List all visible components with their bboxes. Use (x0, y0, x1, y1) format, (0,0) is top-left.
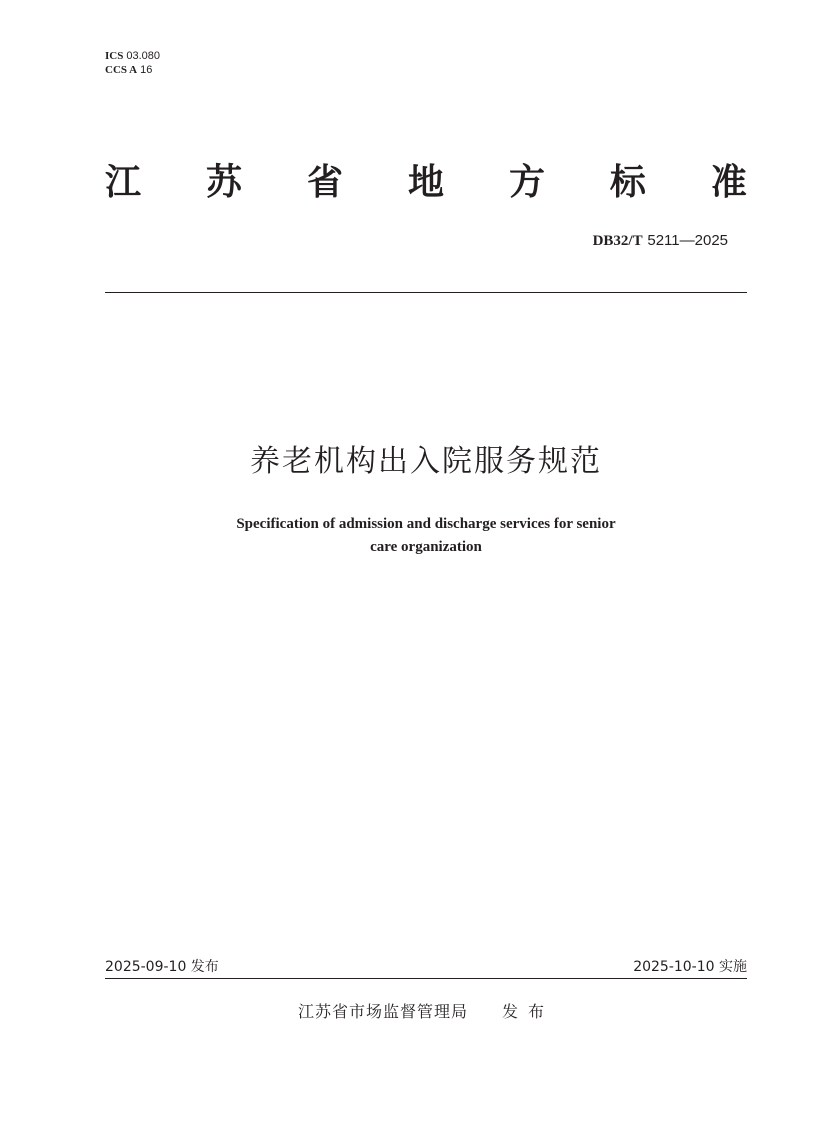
footer-divider (105, 978, 747, 979)
ics-row (105, 49, 160, 63)
english-title-line: care organization (370, 539, 482, 555)
category-char: 省 (306, 162, 343, 203)
category-char: 苏 (205, 162, 242, 203)
standard-number-prefix: DB32/T (592, 233, 643, 249)
standard-number-value: 5211—2025 (647, 232, 728, 249)
ics-code: 03.080 (126, 50, 160, 62)
issue-action: 发布 (502, 1002, 555, 1021)
classification-codes (105, 49, 160, 77)
ccs-label: CCS A (105, 64, 138, 76)
date-row (105, 957, 747, 977)
category-char: 方 (508, 162, 545, 203)
document-title-english (105, 513, 747, 559)
standard-category-title (105, 160, 747, 206)
category-char: 江 (105, 162, 142, 203)
release-date: 2025-09-10 发布 (105, 959, 219, 975)
category-char: 地 (407, 162, 444, 203)
ccs-row (105, 63, 160, 77)
category-char: 标 (609, 162, 646, 203)
issuing-organization: 江苏省市场监督管理局 (297, 1002, 468, 1021)
english-title-line: Specification of admission and discharge services for senior (236, 516, 616, 532)
issuer-line (105, 1001, 747, 1023)
standard-number (593, 230, 728, 251)
document-title-chinese: 养老机构出入院服务规范 (250, 444, 602, 479)
category-char: 准 (710, 162, 747, 203)
implementation-date: 2025-10-10 实施 (633, 959, 747, 975)
ccs-code: 16 (140, 64, 153, 76)
ics-label: ICS (105, 50, 124, 62)
header-divider (105, 292, 747, 293)
